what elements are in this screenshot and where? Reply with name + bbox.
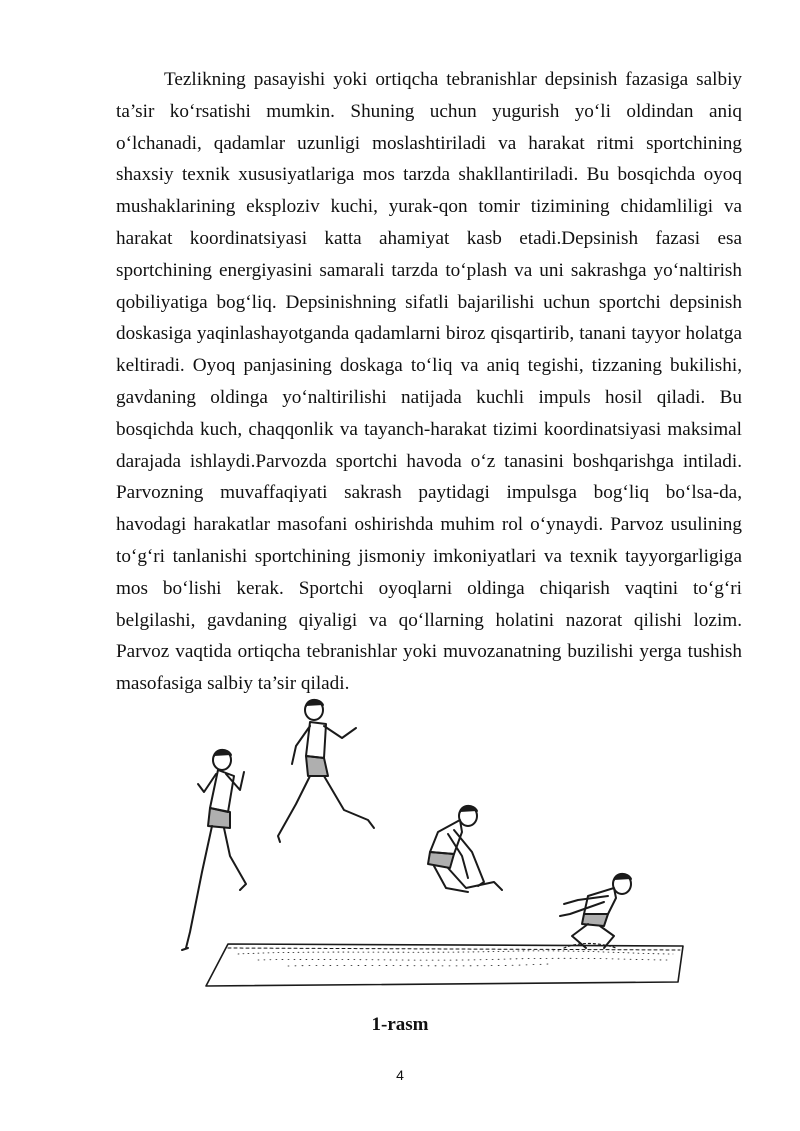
figure-caption: 1-rasm xyxy=(371,1014,429,1035)
athlete-flight-upright xyxy=(278,700,374,842)
sand-pit xyxy=(206,944,683,986)
page-number: 4 xyxy=(396,1067,404,1083)
long-jump-illustration xyxy=(168,692,688,992)
athlete-flight-tucked xyxy=(428,806,502,892)
athlete-takeoff xyxy=(182,750,246,950)
long-jump-phases-drawing xyxy=(168,692,688,992)
athlete-landing xyxy=(560,874,631,948)
body-paragraph: Tezlikning pasayishi yoki ortiqcha tebranishlar depsinish fazasiga salbiy ta’sir ko‘rsatishi mumkin. Shuning uchun yugurish yo‘li oldindan aniq o‘lchanadi, qadamlar uzunligi moslashtiriladi va harakat ritmi sportchining shaxsiy texnik xususiyatlariga mos tarzda shakllantiriladi. Bu bosqichda oyoq mushaklarining eksploziv kuchi, yurak-qon tomir tizimining chidamliligi va harakat koordinatsiyasi katta ahamiyat kasb etadi.Depsinish fazasi esa sportchining energiyasini samarali tarzda to‘plash va uni sakrashga yo‘naltirish qobiliyatiga bog‘liq. Depsinishning sifatli bajarilishi uchun sportchi depsinish doskasiga yaqinlashayotganda qadamlarni biroz qisqartirib, tanani tayyor holatga keltiradi. Oyoq panjasining doskaga to‘liq va aniq tegishi, tizzaning bukilishi, gavdaning oldinga yo‘naltirilishi natijada kuchli impuls hosil qiladi. Bu bosqichda kuch, chaqqonlik va tayanch-harakat tizimi koordinatsiyasi maksimal darajada ishlaydi.Parvozda sportchi havoda o‘z tanasini boshqarishga intiladi. Parvozning muvaffaqiyati sakrash paytidagi impulsga bog‘liq bo‘lsa-da, havodagi harakatlar masofani oshirishda muhim rol o‘ynaydi. Parvoz usulining to‘g‘ri tanlanishi sportchining jismoniy imkoniyatlari va texnik tayyorgarligiga mos bo‘lishi kerak. Sportchi oyoqlarni oldinga chiqarish vaqtini to‘g‘ri belgilashi, gavdaning qiyaligi va qo‘llarning holatini nazorat qilishi lozim. Parvoz vaqtida ortiqcha tebranishlar yoki muvozanatning buzilishi yerga tushish masofasiga salbiy ta’sir qiladi. xyxy=(116,69,742,695)
